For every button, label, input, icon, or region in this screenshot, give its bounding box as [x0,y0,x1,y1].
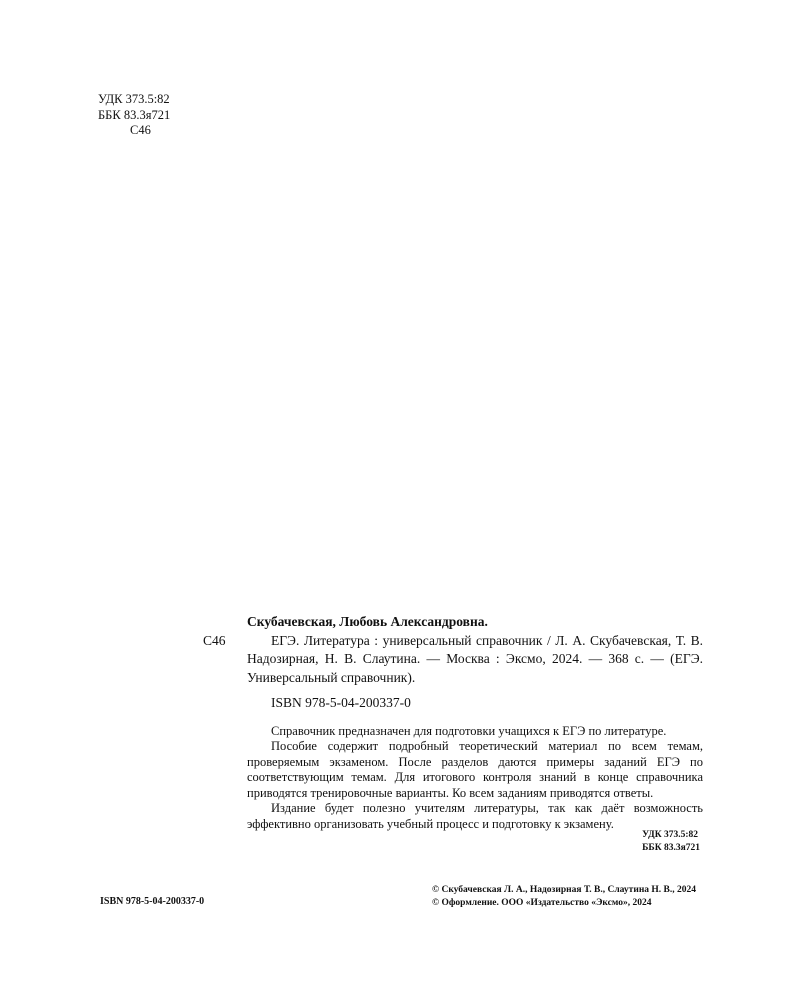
annotation-paragraph: Пособие содержит подробный теоретический материал по всем темам, проверяемым экзаменом. После разделов даются примеры заданий ЕГЭ по соответствующим темам. Для итогового контроля знаний в конце справочника приводятся тренировочные варианты. Ко всем заданиям приводятся ответы. [247,739,703,800]
catalog-isbn: ISBN 978-5-04-200337-0 [271,695,411,710]
catalog-card [247,613,703,833]
footer-isbn: ISBN 978-5-04-200337-0 [100,896,205,907]
udk-code: УДК 373.5:82 [98,92,170,106]
top-classification-block [98,92,170,139]
catalog-author: Скубачевская, Любовь Александровна. [247,614,488,629]
catalog-title-description: ЕГЭ. Литература : универсальный справочник / Л. А. Скубачевская, Т. В. Надозирная, Н. В. Слаутина. — Москва : Эксмо, 2024. — 368 с. — (ЕГЭ. Универсальный справочник). [247,632,703,685]
copyright-block [432,884,696,910]
annotation-paragraph: Справочник предназначен для подготовки учащихся к ЕГЭ по литературе. [271,723,667,738]
author-mark: С46 [130,123,151,137]
bbk-code: ББК 83.3я721 [98,107,171,122]
bbk-code-bottom: ББК 83.3я721 [642,842,700,853]
bottom-classification-block [642,829,700,854]
copyright-design: © Оформление. ООО «Издательство «Эксмо», 2024 [432,897,652,908]
catalog-annotation [247,724,703,833]
annotation-paragraph: Издание будет полезно учителям литературы, так как даёт возможность эффективно организовать учебный процесс и подготовку к экзамену. [247,801,703,832]
catalog-author-mark: С46 [203,633,226,648]
copyright-authors: © Скубачевская Л. А., Надозирная Т. В., Слаутина Н. В., 2024 [432,885,697,895]
udk-code-bottom: УДК 373.5:82 [642,830,699,840]
